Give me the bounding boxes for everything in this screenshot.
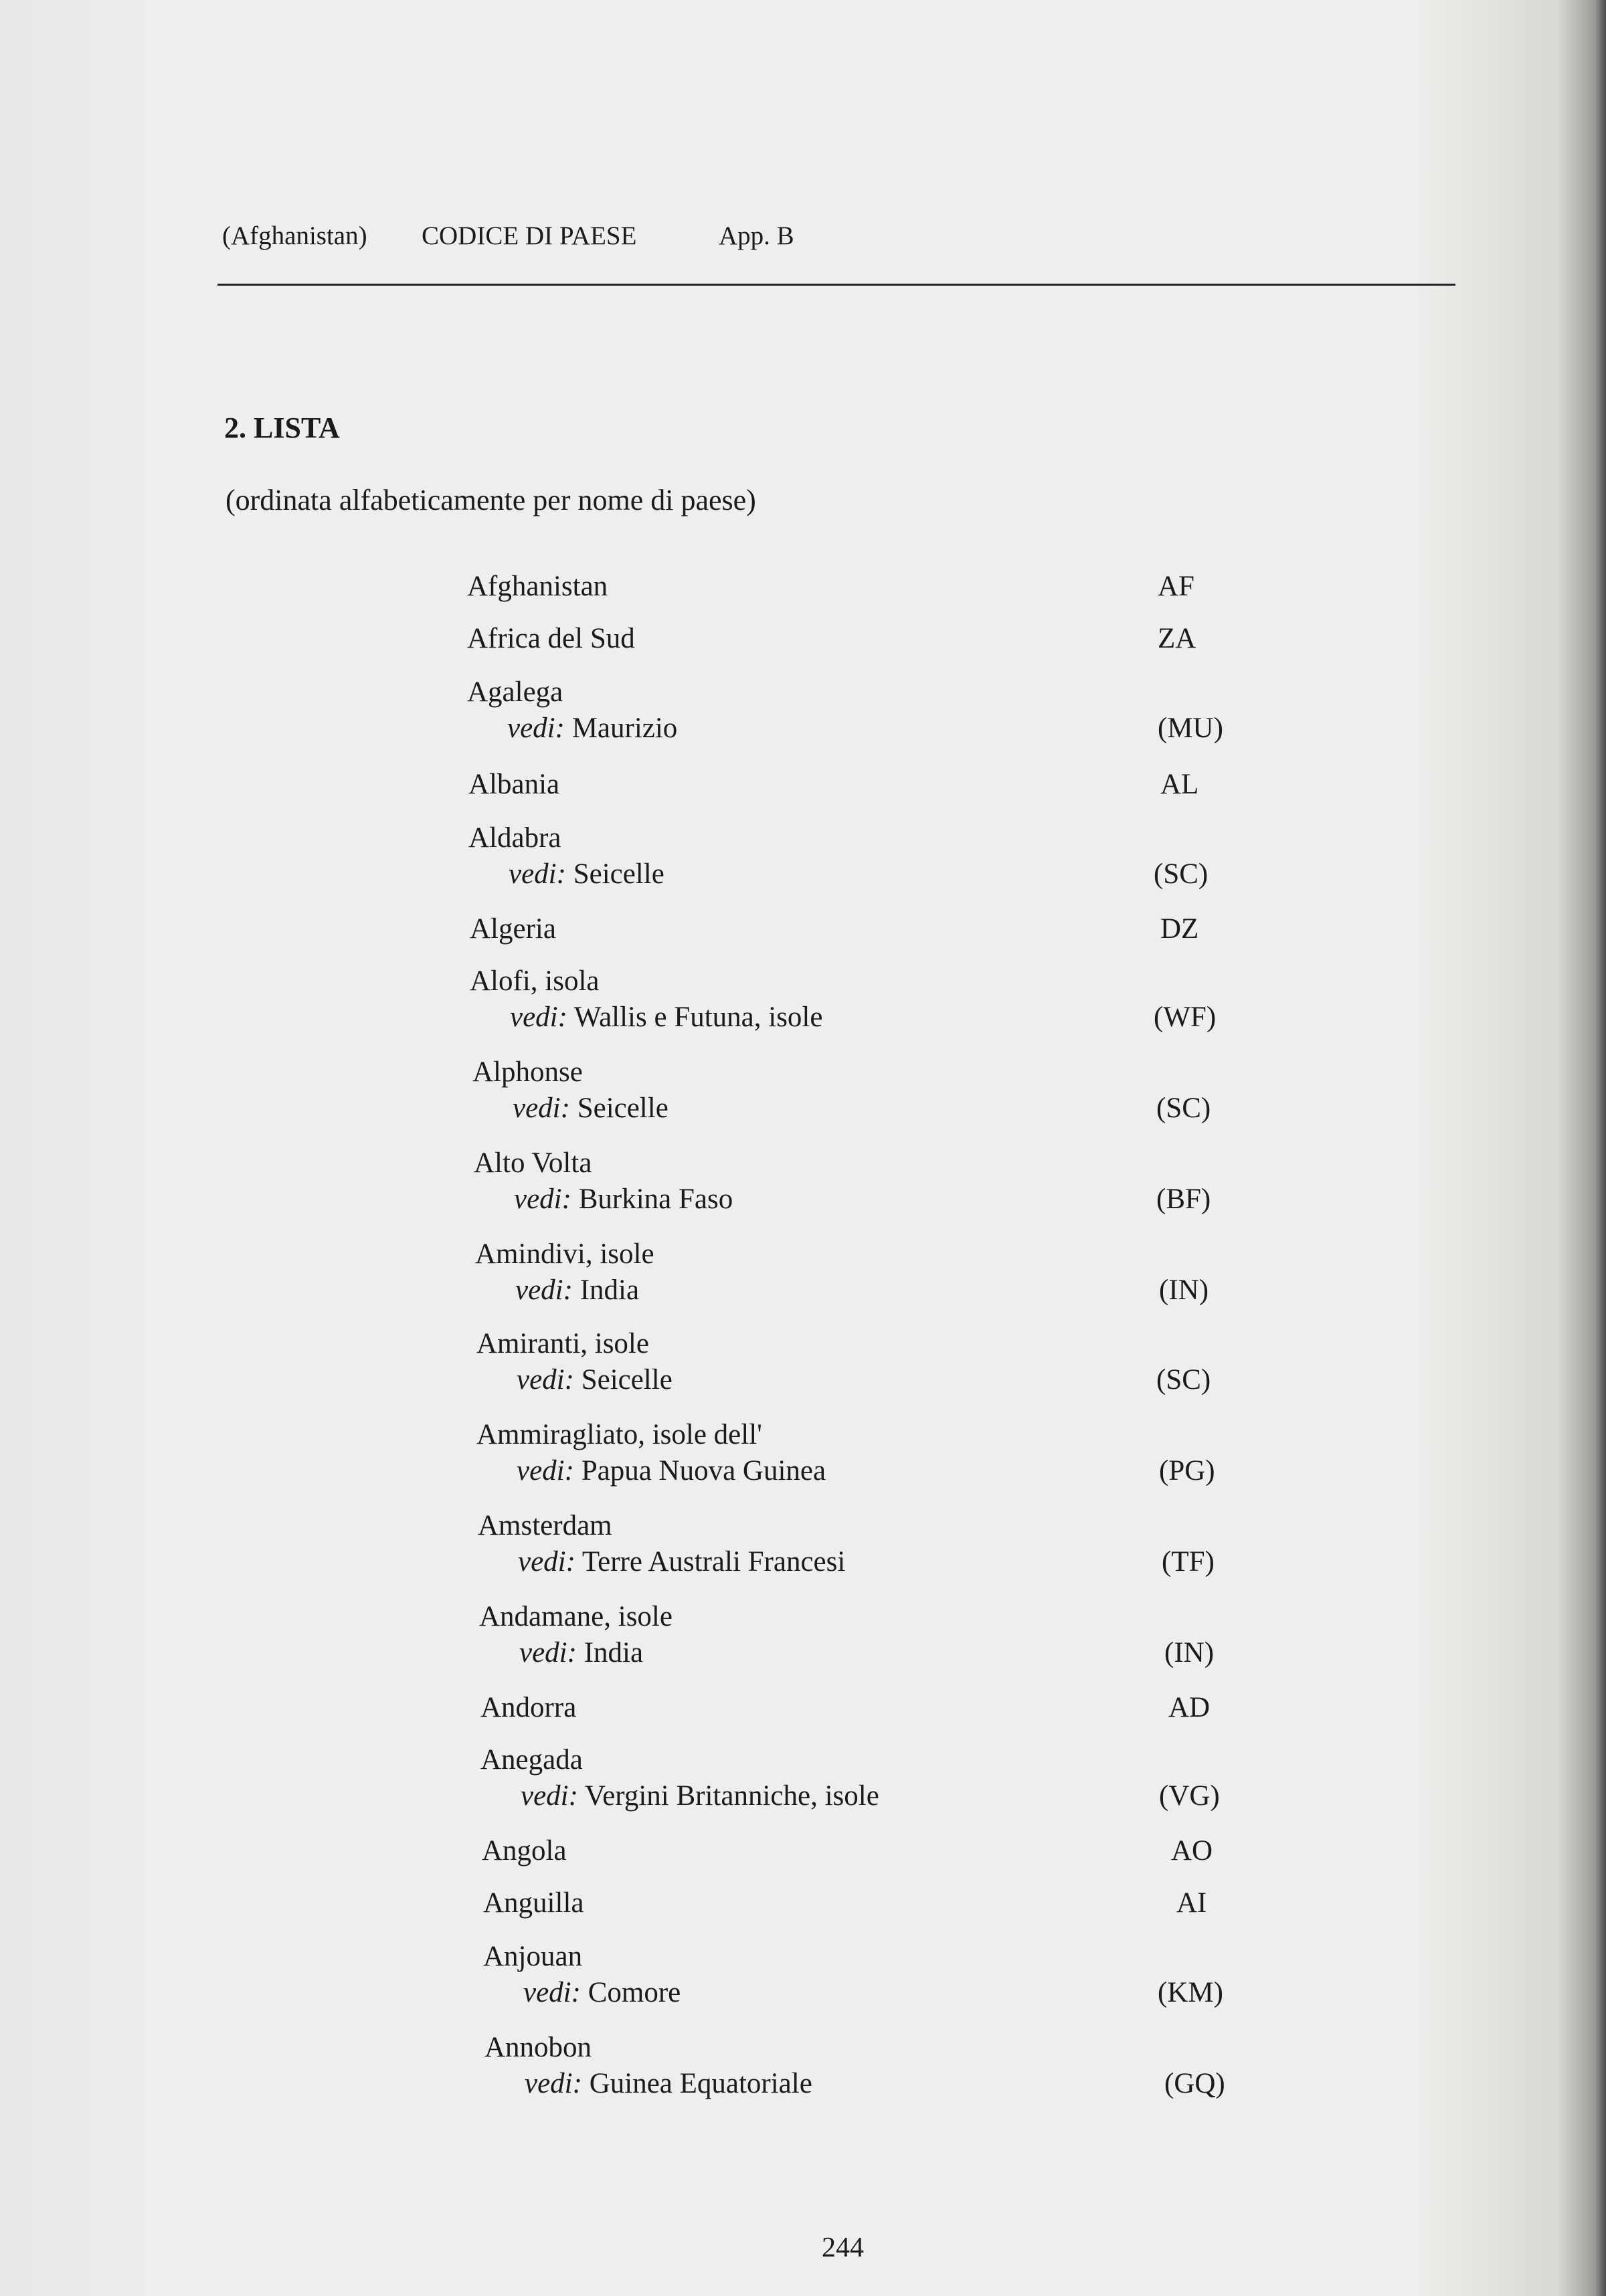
- see-target: Seicelle: [577, 1092, 668, 1124]
- see-label: vedi:: [521, 1780, 578, 1812]
- see-reference: [515, 1274, 639, 1307]
- see-label: vedi:: [519, 1637, 577, 1668]
- see-reference: [517, 1363, 673, 1396]
- country-code: (BF): [1156, 1183, 1211, 1215]
- page-number: 244: [822, 2232, 864, 2263]
- see-label: vedi:: [507, 712, 565, 744]
- see-target: India: [584, 1637, 644, 1668]
- see-reference: [525, 2067, 812, 2100]
- see-reference: [507, 712, 677, 745]
- see-reference: [517, 1454, 826, 1487]
- country-code: (VG): [1159, 1780, 1220, 1812]
- country-name: Ammiragliato, isole dell': [476, 1419, 762, 1450]
- country-name: Amiranti, isole: [476, 1328, 649, 1359]
- country-code: (SC): [1154, 858, 1209, 890]
- see-label: vedi:: [523, 1977, 581, 2008]
- header-title: CODICE DI PAESE: [422, 221, 637, 250]
- country-name: Anguilla: [483, 1887, 584, 1919]
- country-code: AD: [1168, 1692, 1211, 1723]
- country-code: (TF): [1162, 1546, 1215, 1577]
- see-label: vedi:: [509, 858, 566, 890]
- country-name: Afghanistan: [467, 571, 608, 602]
- see-target: India: [579, 1274, 640, 1306]
- country-code: (GQ): [1164, 2068, 1225, 2099]
- country-code: (SC): [1156, 1092, 1211, 1124]
- header-appendix: App. B: [719, 221, 794, 250]
- header-country: (Afghanistan): [222, 221, 367, 250]
- see-target: Papua Nuova Guinea: [581, 1455, 826, 1487]
- see-label: vedi:: [525, 2068, 582, 2099]
- country-name: Aldabra: [468, 822, 561, 854]
- country-name: Agalega: [467, 676, 563, 708]
- see-target: Seicelle: [573, 858, 664, 890]
- country-code: (WF): [1154, 1001, 1217, 1033]
- see-target: Terre Australi Francesi: [582, 1546, 846, 1577]
- country-name: Anjouan: [483, 1941, 583, 1972]
- country-name: Angola: [482, 1835, 567, 1867]
- country-code: ZA: [1158, 623, 1196, 654]
- country-name: Andorra: [480, 1692, 577, 1723]
- see-target: Maurizio: [571, 712, 678, 744]
- see-label: vedi:: [513, 1092, 570, 1124]
- country-code: AO: [1171, 1835, 1213, 1867]
- country-name: Alto Volta: [474, 1147, 592, 1179]
- country-name: Albania: [468, 769, 560, 800]
- see-label: vedi:: [514, 1183, 571, 1215]
- country-code: (IN): [1164, 1637, 1215, 1668]
- see-reference: [510, 1001, 822, 1034]
- country-code: (PG): [1159, 1455, 1215, 1487]
- country-code: (SC): [1156, 1364, 1211, 1396]
- see-reference: [518, 1545, 845, 1578]
- see-reference: [519, 1636, 643, 1669]
- see-target: Guinea Equatoriale: [589, 2068, 812, 2099]
- country-name: Alofi, isola: [470, 965, 600, 997]
- see-target: Comore: [588, 1977, 681, 2008]
- country-code: DZ: [1160, 913, 1199, 945]
- country-name: Amsterdam: [478, 1510, 612, 1541]
- see-reference: [509, 858, 664, 890]
- see-target: Wallis e Futuna, isole: [573, 1001, 823, 1033]
- country-name: Amindivi, isole: [475, 1238, 654, 1270]
- see-label: vedi:: [517, 1455, 574, 1487]
- see-target: Vergini Britanniche, isole: [584, 1780, 879, 1812]
- country-name: Anegada: [480, 1744, 583, 1776]
- section-title: 2. LISTA: [224, 411, 340, 444]
- country-code: (MU): [1158, 712, 1223, 744]
- country-name: Algeria: [470, 913, 556, 945]
- country-code: AL: [1160, 769, 1199, 800]
- see-target: Seicelle: [581, 1364, 673, 1396]
- country-name: Alphonse: [472, 1056, 583, 1088]
- see-reference: [513, 1092, 668, 1125]
- see-reference: [521, 1780, 879, 1812]
- see-label: vedi:: [515, 1274, 573, 1306]
- country-code: (KM): [1158, 1977, 1223, 2008]
- section-subtitle: (ordinata alfabeticamente per nome di paese): [226, 484, 756, 516]
- see-target: Burkina Faso: [578, 1183, 733, 1215]
- see-label: vedi:: [510, 1001, 567, 1033]
- country-code: AI: [1176, 1887, 1207, 1919]
- country-code: (IN): [1159, 1274, 1209, 1306]
- country-name: Africa del Sud: [467, 623, 635, 654]
- country-name: Annobon: [484, 2032, 592, 2063]
- see-label: vedi:: [518, 1546, 575, 1577]
- see-label: vedi:: [517, 1364, 574, 1396]
- country-name: Andamane, isole: [479, 1601, 673, 1632]
- see-reference: [523, 1976, 681, 2009]
- country-code: AF: [1158, 571, 1194, 602]
- see-reference: [514, 1183, 733, 1216]
